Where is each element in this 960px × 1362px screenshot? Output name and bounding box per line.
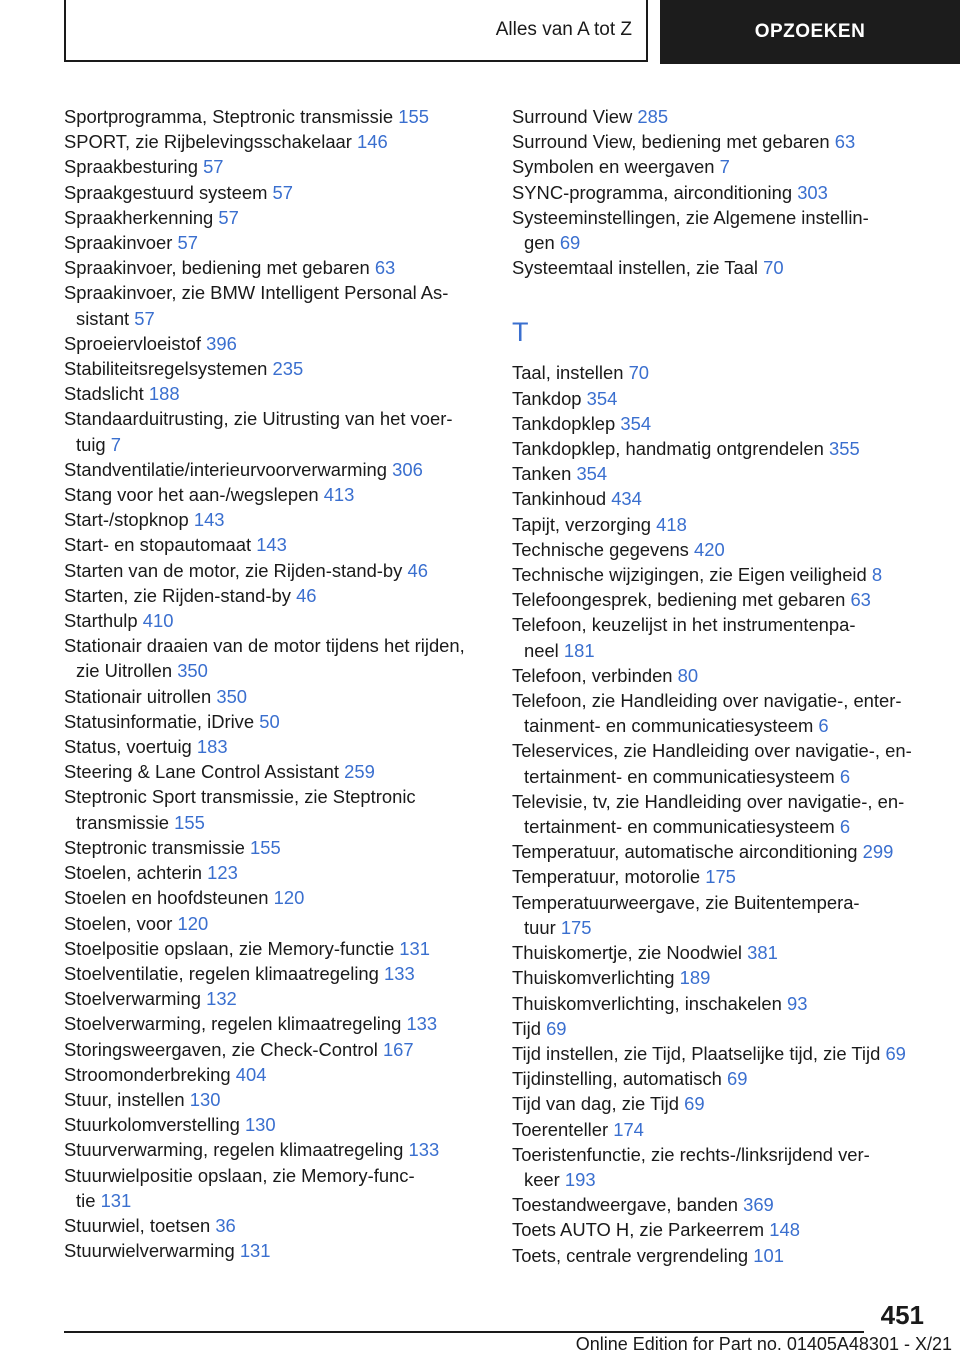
index-entry (64, 129, 484, 154)
page-reference-link[interactable]: 46 (407, 559, 428, 581)
page-reference-link[interactable]: 299 (862, 841, 894, 863)
index-entry (64, 633, 484, 683)
entry-term: Toeristenfunctie, zie rechts-/linksrijdend ver- (512, 1143, 870, 1165)
entry-term: Steering & Lane Control Assistant (64, 761, 339, 783)
page-number: 451 (880, 1300, 924, 1330)
entry-term: Start- en stopautomaat (64, 534, 252, 556)
index-entry (512, 129, 932, 154)
index-entry (64, 558, 484, 583)
page-reference-link[interactable]: 174 (613, 1118, 644, 1140)
page-reference-link[interactable]: 381 (747, 942, 778, 964)
page-reference-link[interactable]: 303 (797, 181, 828, 203)
index-entry (512, 839, 932, 864)
index-entry (512, 663, 932, 688)
entry-term: Stoelverwarming (64, 988, 201, 1010)
entry-term-continuation: sistant (76, 307, 130, 329)
page-reference-link[interactable]: 57 (203, 156, 224, 178)
entry-term: Stoelventilatie, regelen klimaatregeling (64, 962, 379, 984)
index-entry (64, 255, 484, 280)
page-reference-link[interactable]: 63 (374, 257, 396, 279)
page-reference-link[interactable]: 183 (196, 736, 228, 758)
page-reference-link[interactable]: 413 (323, 484, 355, 506)
index-entry (64, 835, 484, 860)
entry-term: Standventilatie/interieurvoorverwarming (64, 458, 388, 480)
page-reference-link[interactable]: 181 (563, 639, 595, 661)
page-reference-link[interactable]: 350 (216, 685, 248, 707)
index-entry (512, 104, 932, 129)
page-reference-link[interactable]: 8 (871, 564, 883, 586)
entry-term: Spraakinvoer, bediening met gebaren (64, 257, 370, 279)
index-entry (512, 1142, 932, 1192)
page-reference-link[interactable]: 396 (206, 332, 237, 354)
page-reference-link[interactable]: 7 (110, 433, 122, 455)
entry-term-continuation: keer (524, 1168, 560, 1190)
index-entry (64, 734, 484, 759)
index-entry (64, 381, 484, 406)
entry-term: Tankdopklep, handmatig ontgrendelen (512, 438, 824, 460)
entry-term-continuation: tainment- en communicatiesysteem (524, 715, 814, 737)
entry-term: Temperatuurweergave, zie Buitentempera- (512, 891, 860, 913)
entry-term: Tijd (512, 1017, 541, 1039)
page-reference-link[interactable]: 132 (206, 988, 237, 1010)
index-entry (64, 1137, 484, 1162)
index-entry (512, 1192, 932, 1217)
index-entry (64, 104, 484, 129)
entry-term: Stabiliteitsregelsystemen (64, 358, 268, 380)
entry-term: Tankinhoud (512, 488, 607, 510)
entry-term-continuation: tuur (524, 916, 556, 938)
page-reference-link[interactable]: 69 (546, 1017, 567, 1039)
index-entry (64, 759, 484, 784)
entry-term: Symbolen en weergaven (512, 156, 715, 178)
index-entry (512, 154, 932, 179)
entry-term: Televisie, tv, zie Handleiding over navigatie-, en- (512, 790, 905, 812)
page-reference-link[interactable]: 355 (828, 438, 860, 460)
page-reference-link[interactable]: 57 (177, 232, 198, 254)
page-reference-link[interactable]: 418 (656, 513, 687, 535)
page-header (64, 0, 960, 64)
page-reference-link[interactable]: 155 (250, 836, 281, 858)
page-reference-link[interactable]: 146 (357, 131, 388, 153)
page-reference-link[interactable]: 120 (177, 912, 209, 934)
index-entry (512, 360, 932, 385)
entry-term: Stoelen, achterin (64, 862, 203, 884)
entry-term: Starten, zie Rijden-stand-by (64, 584, 291, 606)
page-reference-link[interactable]: 167 (382, 1038, 414, 1060)
index-entry (512, 512, 932, 537)
index-entry (64, 1011, 484, 1036)
page-reference-link[interactable]: 143 (193, 509, 225, 531)
page-reference-link[interactable]: 155 (174, 811, 205, 833)
page-reference-link[interactable]: 434 (611, 488, 642, 510)
index-entry (512, 612, 932, 662)
index-entry (64, 1087, 484, 1112)
index-group-t (512, 360, 932, 1267)
page-reference-link[interactable]: 93 (786, 992, 808, 1014)
page-reference-link[interactable]: 101 (753, 1244, 784, 1266)
footer-divider (64, 1331, 864, 1333)
entry-term: Steptronic transmissie (64, 836, 245, 858)
entry-term-continuation: neel (524, 639, 559, 661)
entry-term: Temperatuur, automatische airconditioning (512, 841, 858, 863)
index-column-right (512, 104, 932, 1268)
index-entry (64, 205, 484, 230)
entry-term: Stoelverwarming, regelen klimaatregeling (64, 1013, 402, 1035)
entry-term: Systeeminstellingen, zie Algemene instellin- (512, 206, 869, 228)
page-reference-link[interactable]: 80 (677, 664, 699, 686)
entry-term: Spraakbesturing (64, 156, 198, 178)
index-entry (64, 709, 484, 734)
index-entry (512, 562, 932, 587)
page-reference-link[interactable]: 120 (273, 887, 305, 909)
entry-term: Tapijt, verzorging (512, 513, 652, 535)
page-reference-link[interactable]: 57 (272, 181, 294, 203)
page-reference-link[interactable]: 131 (399, 937, 430, 959)
index-entry (64, 911, 484, 936)
index-entry (512, 1016, 932, 1041)
entry-term: Tankdopklep (512, 412, 616, 434)
entry-term: Stuurwielpositie opslaan, zie Memory-func- (64, 1164, 415, 1186)
entry-term-continuation: transmissie (76, 811, 169, 833)
footer-edition-text: Online Edition for Part no. 01405A48301 - X/21 (575, 1334, 952, 1354)
page-reference-link[interactable]: 155 (398, 106, 429, 127)
index-entry (512, 461, 932, 486)
page-reference-link[interactable]: 6 (839, 765, 851, 787)
entry-term: Stroomonderbreking (64, 1063, 231, 1085)
index-entry (64, 180, 484, 205)
index-entry (64, 356, 484, 381)
entry-term: Storingsweergaven, zie Check-Control (64, 1038, 378, 1060)
entry-term-continuation: tertainment- en communicatiesysteem (524, 765, 835, 787)
entry-term: Technische gegevens (512, 538, 689, 560)
index-entry (512, 890, 932, 940)
entry-term: Stoelpositie opslaan, zie Memory-functie (64, 937, 395, 959)
page-reference-link[interactable]: 369 (743, 1194, 774, 1216)
index-entry (512, 1217, 932, 1242)
page-reference-link[interactable]: 131 (100, 1189, 132, 1211)
index-entry (64, 986, 484, 1011)
page-reference-link[interactable]: 70 (763, 257, 784, 279)
index-entry (512, 255, 932, 280)
index-entry (512, 1117, 932, 1142)
entry-term: Toets, centrale vergrendeling (512, 1244, 749, 1266)
index-entry (64, 1037, 484, 1062)
letter-heading-t: T (512, 317, 529, 348)
page-reference-link[interactable]: 69 (559, 232, 581, 254)
entry-term: Surround View (512, 106, 633, 127)
page-reference-link[interactable]: 175 (560, 916, 592, 938)
entry-term: Telefoongesprek, bediening met gebaren (512, 589, 846, 611)
index-entry (512, 1091, 932, 1116)
page-reference-link[interactable]: 57 (218, 206, 239, 228)
page-reference-link[interactable]: 6 (839, 816, 851, 838)
index-entry (512, 864, 932, 889)
index-entry (64, 331, 484, 356)
entry-term: Telefoon, zie Handleiding over navigatie-, enter- (512, 690, 902, 712)
page-reference-link[interactable]: 354 (576, 463, 608, 485)
entry-term-continuation: tuig (76, 433, 106, 455)
index-entry (512, 411, 932, 436)
page-reference-link[interactable]: 50 (259, 710, 280, 732)
entry-term: Sportprogramma, Steptronic transmissie (64, 106, 394, 127)
entry-term: Starthulp (64, 610, 138, 632)
index-entry (64, 457, 484, 482)
page-reference-link[interactable]: 285 (637, 106, 669, 127)
page-reference-link[interactable]: 69 (727, 1068, 748, 1090)
entry-term: Statusinformatie, iDrive (64, 710, 255, 732)
entry-term: Spraakgestuurd systeem (64, 181, 268, 203)
index-entry (64, 583, 484, 608)
entry-term: Standaarduitrusting, zie Uitrusting van het voer- (64, 408, 453, 430)
page-reference-link[interactable]: 306 (392, 458, 423, 480)
page-reference-link[interactable]: 130 (244, 1114, 276, 1136)
entry-term: Stuurverwarming, regelen klimaatregeling (64, 1139, 404, 1161)
section-tab-alles-van-a-tot-z[interactable]: Alles van A tot Z (64, 0, 648, 62)
page-reference-link[interactable]: 143 (256, 534, 287, 556)
index-entry (512, 789, 932, 839)
entry-term: Stationair draaien van de motor tijdens het rijden, (64, 635, 465, 657)
page-reference-link[interactable]: 63 (850, 589, 871, 611)
entry-term: Toestandweergave, banden (512, 1194, 738, 1216)
index-entry (64, 885, 484, 910)
page-reference-link[interactable]: 131 (239, 1240, 271, 1262)
entry-term: Start-/stopknop (64, 509, 189, 531)
page-reference-link[interactable]: 410 (142, 610, 174, 632)
entry-term: Stoelen en hoofdsteunen (64, 887, 269, 909)
index-entry (512, 205, 932, 255)
index-entry (512, 537, 932, 562)
entry-term: Starten van de motor, zie Rijden-stand-by (64, 559, 403, 581)
entry-term: Spraakinvoer, zie BMW Intelligent Personal As- (64, 282, 449, 304)
index-entry (512, 587, 932, 612)
entry-term-continuation: tie (76, 1189, 96, 1211)
page-reference-link[interactable]: 350 (177, 660, 208, 682)
entry-term: SPORT, zie Rijbelevingsschakelaar (64, 131, 352, 153)
index-entry (512, 738, 932, 788)
index-entry (64, 961, 484, 986)
index-entry (64, 482, 484, 507)
page-reference-link[interactable]: 259 (344, 761, 375, 783)
entry-term: Telefoon, verbinden (512, 664, 673, 686)
tab-opzoeken[interactable]: OPZOEKEN (660, 0, 960, 64)
page-reference-link[interactable]: 133 (406, 1013, 438, 1035)
index-entry (64, 406, 484, 456)
entry-term: Tanken (512, 463, 572, 485)
index-entry (512, 386, 932, 411)
entry-term: Stadslicht (64, 383, 144, 405)
index-entry (64, 608, 484, 633)
index-column-left (64, 104, 484, 1263)
entry-term: Thuiskomverlichting (512, 967, 675, 989)
page-reference-link[interactable]: 193 (564, 1168, 596, 1190)
entry-term: Spraakherkenning (64, 206, 214, 228)
index-entry (512, 940, 932, 965)
index-entry (64, 507, 484, 532)
entry-term: Systeemtaal instellen, zie Taal (512, 257, 759, 279)
entry-term: Telefoon, keuzelijst in het instrumentenpa- (512, 614, 856, 636)
page-reference-link[interactable]: 70 (628, 362, 650, 384)
entry-term: Tankdop (512, 387, 582, 409)
page-reference-link[interactable]: 235 (272, 358, 304, 380)
entry-term: Stationair uitrollen (64, 685, 212, 707)
index-entry (64, 154, 484, 179)
entry-term: Thuiskomertje, zie Noodwiel (512, 942, 742, 964)
index-entry (512, 180, 932, 205)
page-reference-link[interactable]: 188 (148, 383, 180, 405)
page-reference-link[interactable]: 420 (694, 538, 725, 560)
entry-term: Stuur, instellen (64, 1088, 185, 1110)
entry-term: Status, voertuig (64, 736, 192, 758)
index-entry (64, 1112, 484, 1137)
index-entry (64, 1238, 484, 1263)
index-entry (512, 1243, 932, 1268)
entry-term: Temperatuur, motorolie (512, 866, 701, 888)
index-entry (64, 684, 484, 709)
index-entry (64, 1213, 484, 1238)
index-entry (512, 688, 932, 738)
page-reference-link[interactable]: 133 (408, 1139, 440, 1161)
page-reference-link[interactable]: 404 (235, 1063, 267, 1085)
page-reference-link[interactable]: 123 (207, 862, 238, 884)
entry-term: Technische wijzigingen, zie Eigen veiligheid (512, 564, 867, 586)
index-entry (64, 1062, 484, 1087)
page-reference-link[interactable]: 7 (719, 156, 730, 178)
index-entry (64, 280, 484, 330)
index-entry (64, 532, 484, 557)
page-reference-link[interactable]: 6 (818, 715, 829, 737)
index-entry (64, 936, 484, 961)
entry-term: Stuurwielverwarming (64, 1240, 235, 1262)
index-group-s (512, 104, 932, 280)
index-entry (512, 991, 932, 1016)
entry-term: Surround View, bediening met gebaren (512, 131, 830, 153)
index-entry (512, 486, 932, 511)
entry-term-continuation: zie Uitrollen (76, 660, 173, 682)
entry-term: Tijd van dag, zie Tijd (512, 1093, 679, 1115)
index-entry (64, 230, 484, 255)
entry-term: Taal, instellen (512, 362, 624, 384)
entry-term: Tijdinstelling, automatisch (512, 1068, 722, 1090)
page-reference-link[interactable]: 148 (769, 1219, 800, 1241)
index-entry (64, 860, 484, 885)
index-entry (64, 1163, 484, 1213)
entry-term: Steptronic Sport transmissie, zie Steptronic (64, 786, 416, 808)
page-reference-link[interactable]: 46 (296, 584, 317, 606)
entry-term: Stuurwiel, toetsen (64, 1214, 211, 1236)
page-reference-link[interactable]: 69 (885, 1042, 906, 1064)
page-reference-link[interactable]: 354 (620, 412, 652, 434)
entry-term: Thuiskomverlichting, inschakelen (512, 992, 782, 1014)
page-reference-link[interactable]: 63 (834, 131, 856, 153)
page-reference-link[interactable]: 36 (215, 1214, 236, 1236)
page-reference-link[interactable]: 130 (189, 1088, 221, 1110)
index-entry (512, 1066, 932, 1091)
entry-term-continuation: tertainment- en communicatiesysteem (524, 816, 835, 838)
index-entry (512, 436, 932, 461)
entry-term: Toets AUTO H, zie Parkeerrem (512, 1219, 765, 1241)
index-entry (512, 965, 932, 990)
page-reference-link[interactable]: 354 (586, 387, 618, 409)
page-reference-link[interactable]: 189 (679, 967, 711, 989)
entry-term: Tijd instellen, zie Tijd, Plaatselijke tijd, zie Tijd (512, 1042, 881, 1064)
entry-term-continuation: gen (524, 232, 555, 254)
index-entry (64, 784, 484, 834)
entry-term: Stang voor het aan-/wegslepen (64, 484, 319, 506)
entry-term: Stuurkolomverstelling (64, 1114, 240, 1136)
entry-term: SYNC-programma, airconditioning (512, 181, 793, 203)
entry-term: Teleservices, zie Handleiding over navigatie-, en- (512, 740, 912, 762)
entry-term: Spraakinvoer (64, 232, 173, 254)
entry-term: Toerenteller (512, 1118, 609, 1140)
entry-term: Stoelen, voor (64, 912, 173, 934)
page-reference-link[interactable]: 133 (384, 962, 415, 984)
page-reference-link[interactable]: 69 (684, 1093, 705, 1115)
page-reference-link[interactable]: 57 (134, 307, 155, 329)
entry-term: Sproeiervloeistof (64, 332, 201, 354)
page-reference-link[interactable]: 175 (705, 866, 736, 888)
index-entry (512, 1041, 932, 1066)
